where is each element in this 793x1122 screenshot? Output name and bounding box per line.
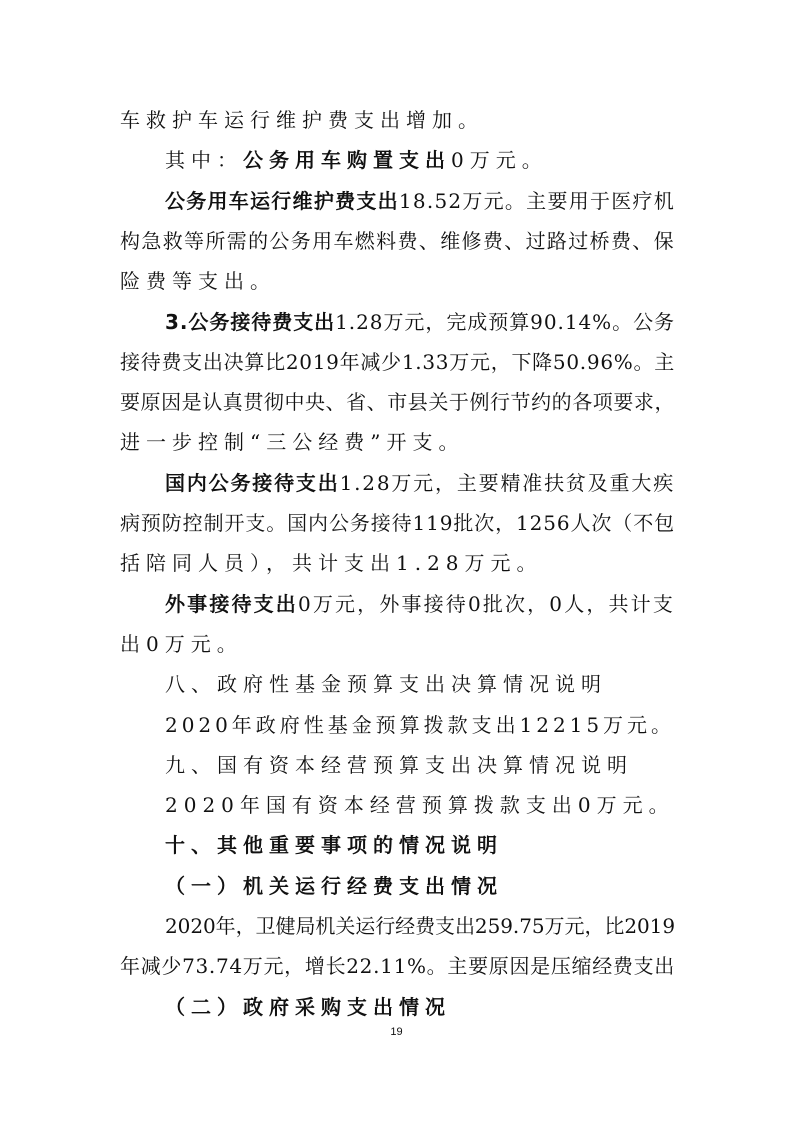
text-line (120, 348, 675, 376)
bold-heading-text: 公务用车购置支出 (243, 148, 451, 173)
bold-heading-text: 公务用车运行维护费支出 (165, 188, 399, 213)
text-line (165, 670, 675, 698)
body-text: 2020年，卫健局机关运行经费支出259.75万元，比2019 (165, 914, 675, 938)
text-line (165, 751, 675, 779)
text-line (165, 872, 675, 900)
bold-heading-text: 八、政府性基金预算支出决算情况说明 (165, 672, 607, 697)
bold-heading-text: 十、其他重要事项的情况说明 (165, 833, 503, 858)
text-line (165, 791, 675, 819)
text-line (165, 308, 675, 336)
text-line (165, 146, 675, 174)
body-text: 出0万元。 (120, 631, 243, 656)
text-line (165, 590, 675, 618)
body-text: 18.52万元。主要用于医疗机 (398, 188, 676, 213)
bold-heading-text: （一）机关运行经费支出情况 (165, 873, 503, 898)
bold-heading-text: 外事接待支出 (165, 591, 298, 616)
body-text: 2020年政府性基金预算拨款支出12215万元。 (165, 712, 675, 737)
text-line (165, 187, 675, 215)
text-line (165, 831, 675, 859)
text-line (120, 509, 675, 537)
text-line (120, 630, 675, 658)
text-line (120, 388, 675, 416)
bold-heading-text: 九、国有资本经营预算支出决算情况说明 (165, 752, 633, 777)
body-text: 0万元。 (451, 148, 548, 173)
body-text: 险费等支出。 (120, 269, 276, 294)
body-text: 进一步控制“三公经费”开支。 (120, 430, 465, 455)
text-line (120, 227, 675, 255)
text-line (165, 993, 675, 1021)
text-line (165, 912, 675, 940)
text-line (120, 549, 675, 577)
body-text: 括陪同人员），共计支出1.28万元。 (120, 551, 543, 576)
bold-heading-text: 国内公务接待支出 (165, 470, 340, 495)
body-text: 其中： (165, 148, 243, 173)
text-line (165, 711, 675, 739)
body-text: 构急救等所需的公务用车燃料费、维修费、过路过桥费、保 (120, 228, 675, 253)
text-line (120, 106, 675, 134)
page-number: 19 (390, 1026, 403, 1038)
body-text: 病预防控制开支。国内公务接待119批次，1256人次（不包 (120, 511, 675, 535)
body-text: 年减少73.74万元，增长22.11%。主要原因是压缩经费支出 (120, 954, 675, 979)
body-text: 1.28万元，主要精准扶贫及重大疾 (339, 470, 676, 495)
text-line (120, 952, 675, 980)
body-text: 0万元，外事接待0批次，0人，共计支 (297, 591, 675, 616)
text-line (120, 267, 675, 295)
bold-heading-text: （二）政府采购支出情况 (165, 994, 451, 1019)
body-text: 1.28万元，完成预算90.14%。公务 (335, 309, 675, 334)
body-text: 接待费支出决算比2019年减少1.33万元，下降50.96%。主 (120, 349, 675, 374)
bold-heading-text: 3.公务接待费支出 (165, 309, 336, 334)
text-line (120, 428, 675, 456)
body-text: 2020年国有资本经营预算拨款支出0万元。 (165, 793, 675, 818)
body-text: 车救护车运行维护费支出增加。 (120, 108, 484, 132)
text-line (165, 469, 675, 497)
body-text: 要原因是认真贯彻中央、省、市县关于例行节约的各项要求， (120, 390, 675, 415)
